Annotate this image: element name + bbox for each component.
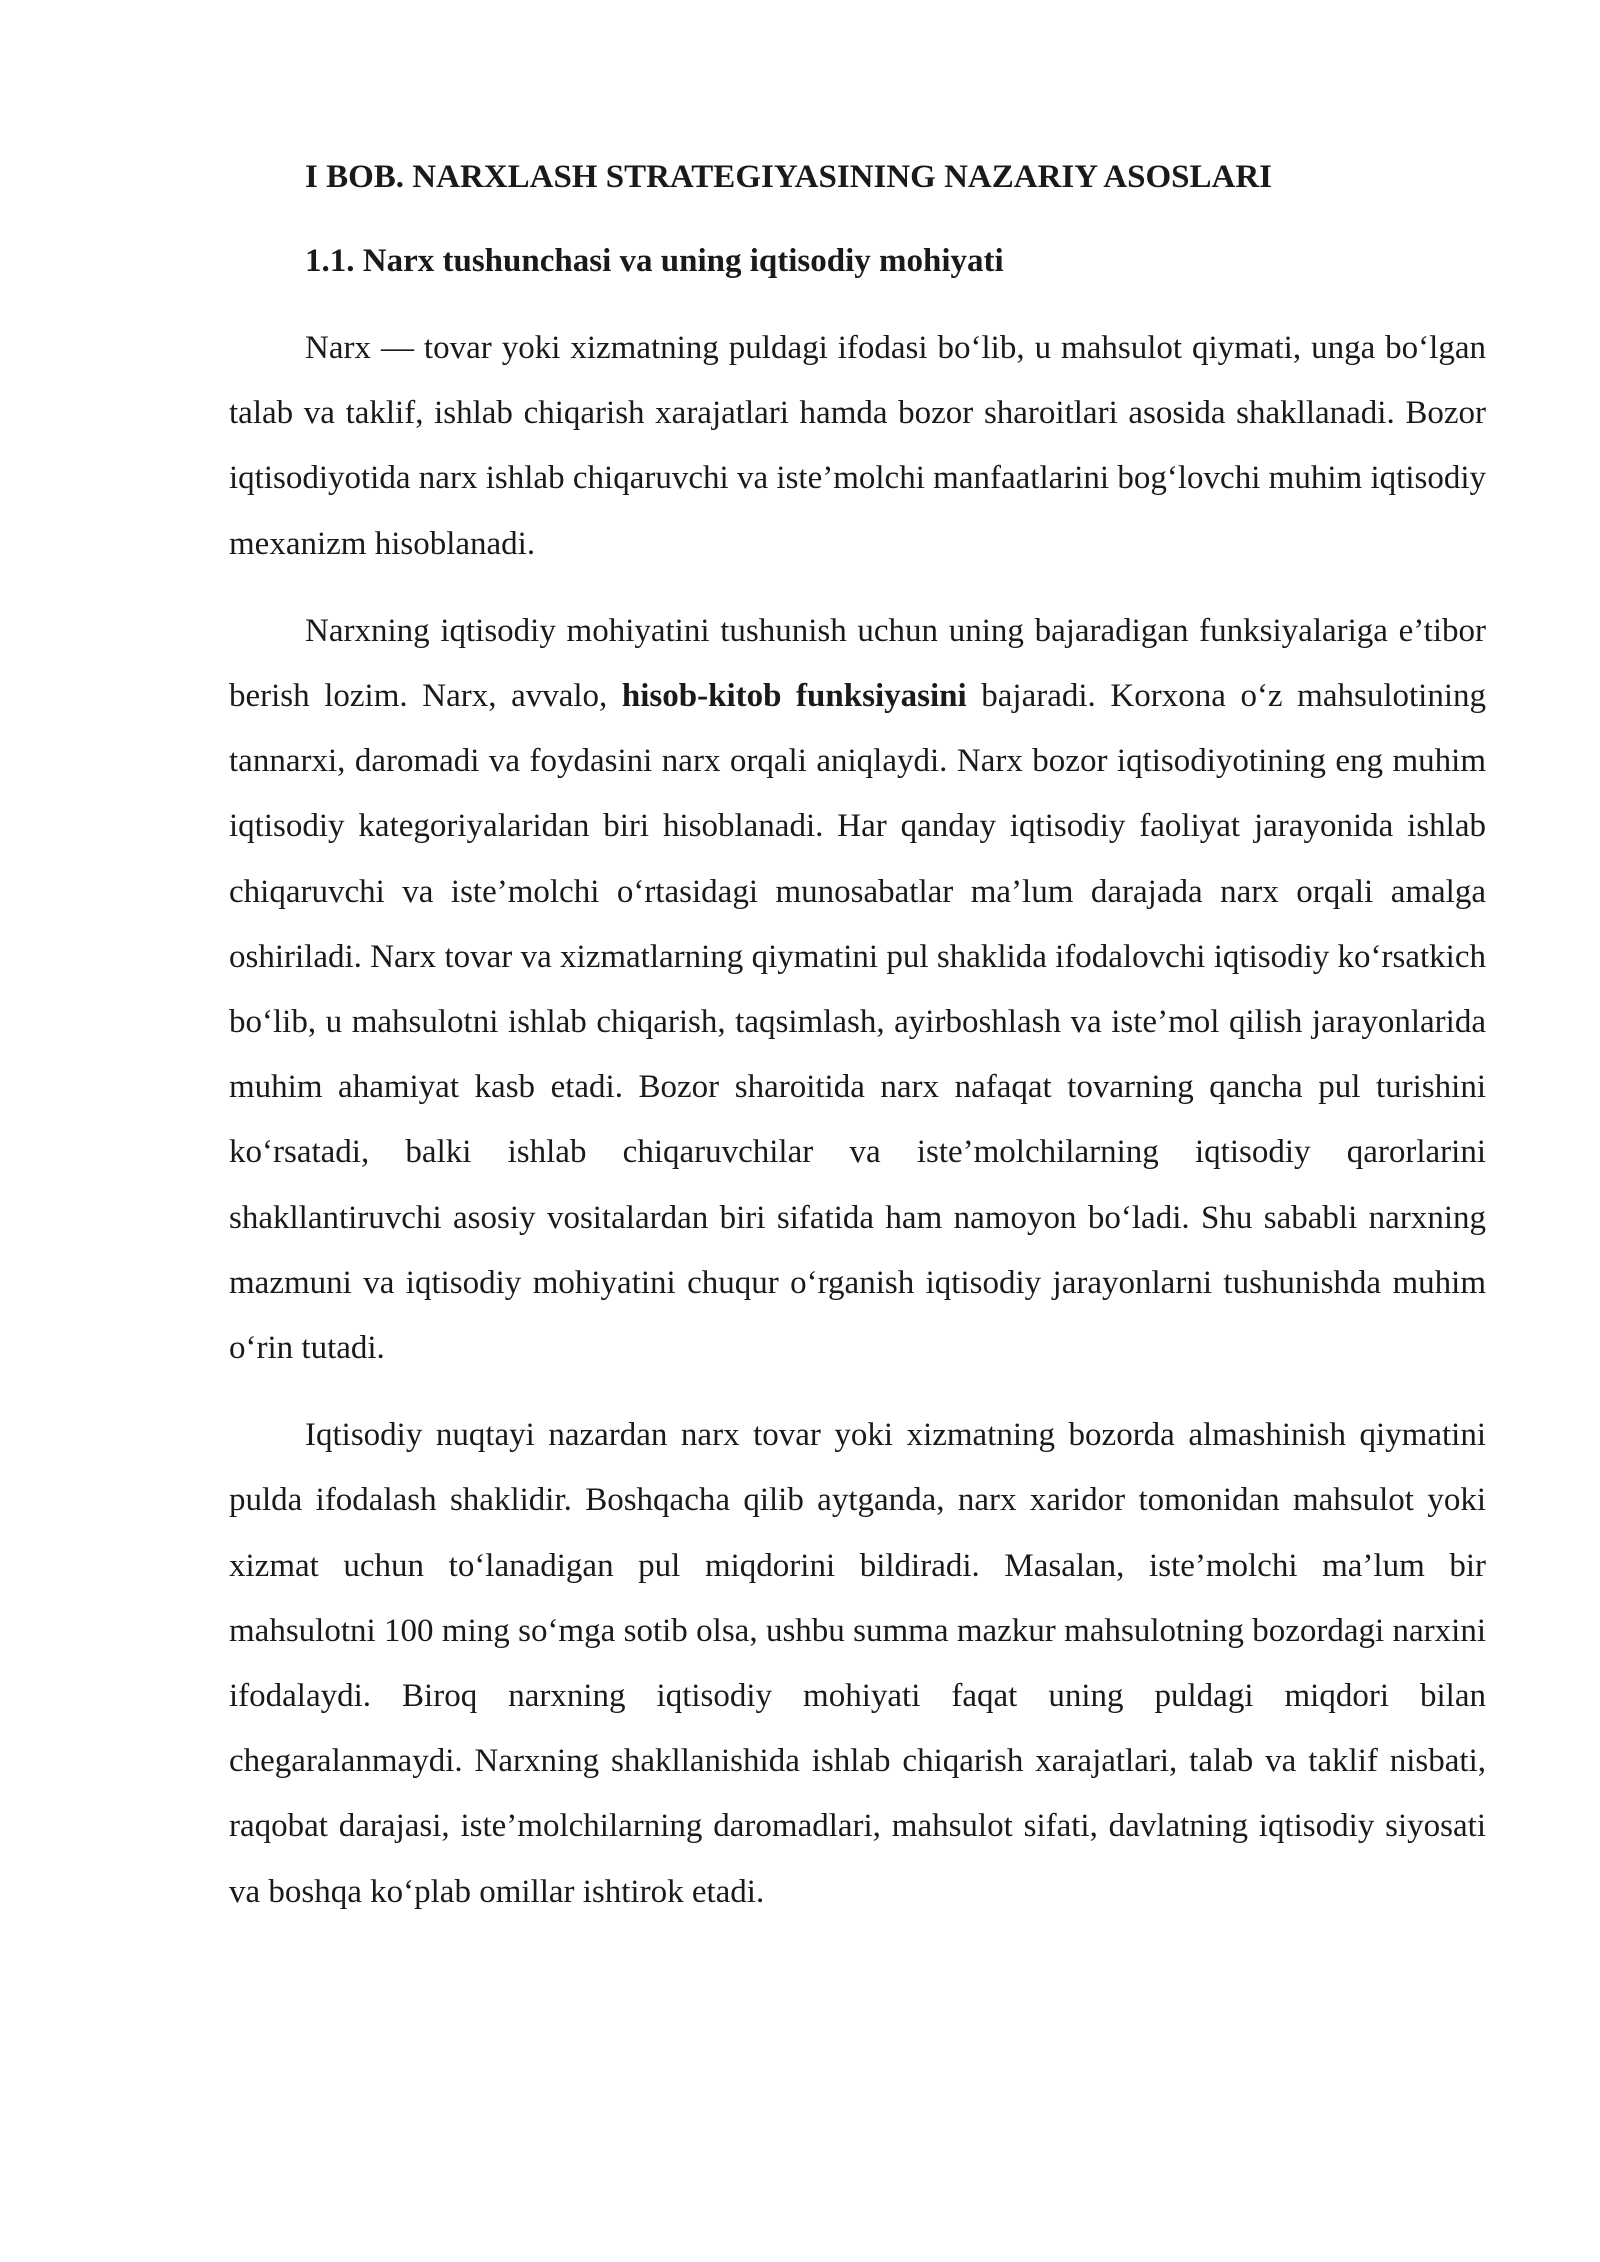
paragraph-2-bold-term: hisob-kitob funksiyasini [621,678,967,715]
section-heading: 1.1. Narx tushunchasi va uning iqtisodiy mohiyati [305,243,1004,279]
paragraph-2-text-end: bajaradi. Korxona o‘z mahsulotining tannarxi, daromadi va foydasini narx orqali aniqlaydi. Narx bozor iqtisodiyotining eng muhim iqtisodiy kategoriyalaridan biri hisoblanadi. Har qanday iqtisodiy faoliyat jarayonida ishlab chiqaruvchi va iste’molchi o‘rtasidagi munosabatlar ma’lum darajada narx orqali amalga oshiriladi. Narx tovar va xizmatlarning qiymatini pul shaklida ifodalovchi iqtisodiy ko‘rsatkich bo‘lib, u mahsulotni ishlab chiqarish, taqsimlash, ayirboshlash va iste’mol qilish jarayonlarida muhim ahamiyat kasb etadi. Bozor sharoitida narx nafaqat tovarning qancha pul turishini ko‘rsatadi, balki ishlab chiqaruvchilar va iste’molchilarning iqtisodiy qarorlarini shakllantiruvchi asosiy vositalardan biri sifatida ham namoyon bo‘ladi. Shu sababli narxning mazmuni va iqtisodiy mohiyatini chuqur o‘rganish iqtisodiy jarayonlarni tushunishda muhim o‘rin tutadi. [229,678,1487,1367]
chapter-heading: I BOB. NARXLASH STRATEGIYASINING NAZARIY ASOSLARI [305,159,1273,195]
paragraph-2-text-start: Narxning iqtisodiy mohiyatini tushunish uchun uning bajaradigan funksiyalariga e’tibor berish lozim. Narx, avvalo, [229,612,1486,715]
paragraph-2 [229,599,1486,1381]
page-content [229,148,1486,1947]
paragraph-1: Narx — tovar yoki xizmatning puldagi ifodasi bo‘lib, u mahsulot qiymati, unga bo‘lgan talab va taklif, ishlab chiqarish xarajatlari hamda bozor sharoitlari asosida shakllanadi. Bozor iqtisodiyotida narx ishlab chiqaruvchi va iste’molchi manfaatlarini bog‘lovchi muhim iqtisodiy mexanizm hisoblanadi. [229,330,1486,562]
paragraph-3: Iqtisodiy nuqtayi nazardan narx tovar yoki xizmatning bozorda almashinish qiymatini pulda ifodalash shaklidir. Boshqacha qilib aytganda, narx xaridor tomonidan mahsulot yoki xizmat uchun to‘lanadigan pul miqdorini bildiradi. Masalan, iste’molchi ma’lum bir mahsulotni 100 ming so‘mga sotib olsa, ushbu summa mazkur mahsulotning bozordagi narxini ifodalaydi. Biroq narxning iqtisodiy mohiyati faqat uning puldagi miqdori bilan chegaralanmaydi. Narxning shakllanishida ishlab chiqarish xarajatlari, talab va taklif nisbati, raqobat darajasi, iste’molchilarning daromadlari, mahsulot sifati, davlatning iqtisodiy siyosati va boshqa ko‘plab omillar ishtirok etadi. [229,1417,1486,1910]
